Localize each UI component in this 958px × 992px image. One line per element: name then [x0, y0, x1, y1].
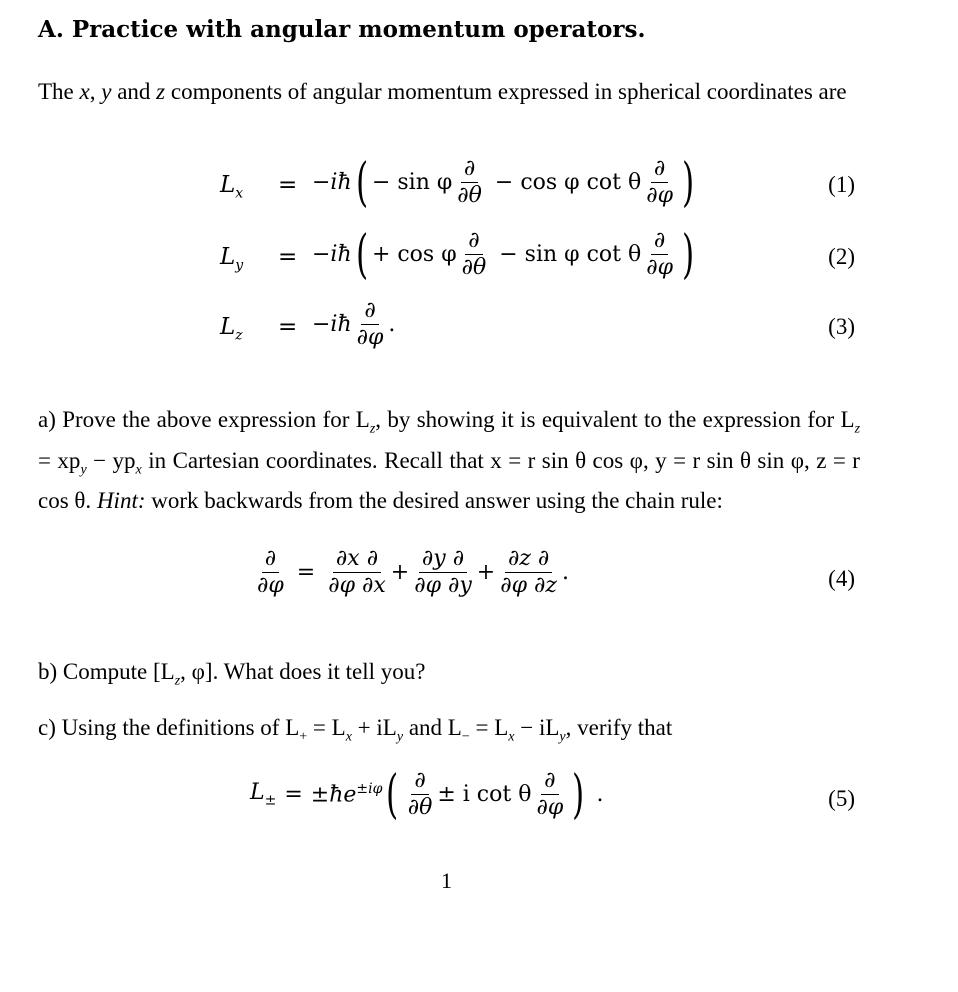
eq1-frac1: $\frac{\partial}{\partial\theta}$ [457, 156, 482, 208]
eq5-frac2: $\frac{\partial}{\partial\varphi}$ [536, 768, 564, 820]
eq2-equals: = [278, 244, 298, 270]
intro-text-a: The [38, 79, 80, 104]
eq1-number: (1) [828, 172, 855, 197]
eq4-equals: = [296, 560, 316, 585]
eq3-rhs [312, 298, 395, 351]
equation-1 [0, 152, 958, 222]
eq3-prefix: −iħ [312, 312, 352, 337]
eq1-term2-sign: − cos φ cot θ [494, 170, 642, 195]
eq2-frac2: $\frac{\partial}{\partial\varphi}$ [646, 228, 673, 280]
eq4-body [252, 546, 569, 599]
eq2-term2-sign: − sin φ cot θ [499, 242, 642, 267]
eq1-term1-sign: − sin φ [371, 170, 453, 195]
eq2-term1-sign: + cos φ [371, 242, 457, 267]
equation-3 [0, 294, 958, 364]
intro-comma: , [89, 79, 102, 104]
eq5-lhs: $L_\pm$ [250, 780, 277, 809]
eq1-right-paren: ) [682, 152, 695, 213]
eq5-equals: = [284, 782, 303, 807]
eq1-prefix: −iħ [312, 170, 352, 195]
eq5-number: (5) [828, 786, 855, 811]
eq1-equals: = [278, 172, 298, 198]
eq2-right-paren: ) [682, 224, 695, 285]
equation-2 [0, 222, 958, 292]
eq1-frac2: $\frac{\partial}{\partial\varphi}$ [646, 156, 673, 208]
eq2-left-paren: ( [355, 224, 368, 285]
intro-and: and [111, 79, 157, 104]
eq4-plus2: + [476, 560, 496, 585]
eq3-frac: $\frac{\partial}{\partial\varphi}$ [356, 298, 384, 350]
var-y: y [101, 79, 112, 104]
eq2-lhs: $L_y$ [220, 244, 244, 274]
eq2-prefix: −iħ [312, 242, 352, 267]
eq5-frac1: $\frac{\partial}{\partial\theta}$ [407, 768, 433, 820]
eq5-left-paren: ( [386, 764, 399, 825]
eq5-prefix: $\pm ħe^{\pm i\varphi}$ [310, 781, 383, 808]
eq3-number: (3) [828, 314, 855, 339]
eq4-plus1: + [390, 560, 410, 585]
eq5-tail: . [596, 782, 604, 807]
eq1-rhs [312, 152, 698, 213]
eq4-lhs-frac: $\frac{\partial}{\partial\varphi}$ [257, 546, 284, 598]
eq4-frac3: $\frac{\partial z \partial}{\partial\varphi \partial z}$ [500, 546, 557, 598]
eq5-mid: ± i cot θ [437, 782, 532, 807]
eq3-lhs: $L_z$ [220, 314, 243, 344]
section-title: A. Practice with angular momentum operators. [38, 16, 646, 43]
eq1-left-paren: ( [355, 152, 368, 213]
eq2-frac1: $\frac{\partial}{\partial\theta}$ [461, 228, 487, 280]
equation-5 [0, 766, 958, 836]
eq3-tail: . [388, 312, 396, 337]
eq4-frac1: $\frac{\partial x \partial}{\partial\varphi \partial x}$ [328, 546, 386, 598]
hint-label: Hint: [96, 488, 146, 514]
eq4-number: (4) [828, 566, 855, 591]
var-x: x [79, 79, 90, 104]
intro-paragraph [38, 76, 860, 107]
eq4-frac2: $\frac{\partial y \partial}{\partial\varphi \partial y}$ [414, 546, 472, 598]
var-z: z [156, 79, 166, 104]
part-a-paragraph: a) Prove the above expression for $L_z$, by showing it is equivalent to the expression for $L_z = xp_y - yp_x$ in Cartesian coordinates. Recall that x = r sin θ cos φ, y = r sin θ sin φ, z = r cos θ. Hint: work backwards from the desired answer using the chain rule: [38, 407, 861, 514]
part-c-paragraph: c) Using the definitions of $L_+ = L_x + iL_y$ and $L_- = L_x - iL_y$, verify that [38, 715, 673, 745]
eq4-tail: . [561, 560, 569, 585]
eq3-equals: = [278, 314, 298, 340]
eq5-body [250, 764, 604, 825]
equation-4 [0, 546, 958, 616]
intro-text-b: components of angular momentum expressed in spherical coordinates are [165, 79, 847, 104]
eq2-rhs [312, 224, 698, 285]
page-number: 1 [441, 868, 452, 893]
part-b-paragraph: b) Compute [$L_z$, φ]. What does it tell you? [38, 659, 426, 689]
eq1-lhs: $L_x$ [220, 172, 244, 202]
eq5-right-paren: ) [572, 764, 585, 825]
eq2-number: (2) [828, 244, 855, 269]
